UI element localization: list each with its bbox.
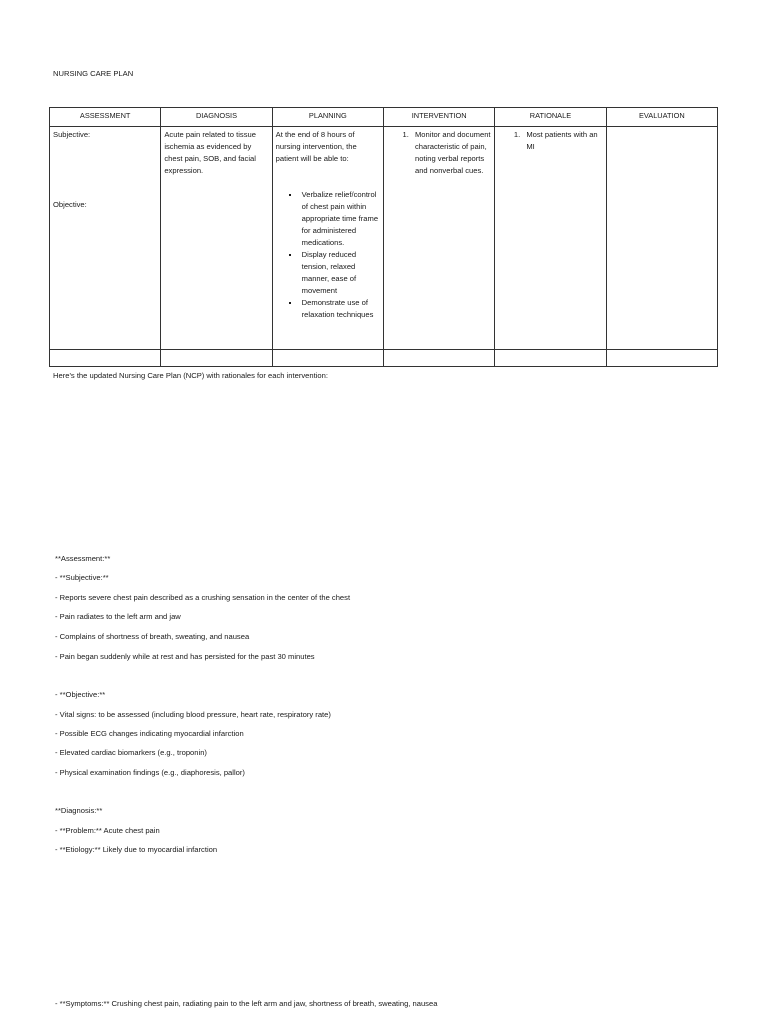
list-item: - Pain began suddenly while at rest and has persisted for the past 30 minutes — [55, 652, 315, 661]
table-header-row — [50, 108, 718, 127]
objective-label: Objective: — [53, 200, 87, 209]
list-item: - Complains of shortness of breath, sweating, and nausea — [55, 632, 250, 641]
list-item: - **Symptoms:** Crushing chest pain, radiating pain to the left arm and jaw, shortness of breath, sweating, nausea — [55, 999, 438, 1008]
header-rationale: RATIONALE — [495, 108, 606, 127]
subjective-heading: - **Subjective:** — [55, 573, 109, 582]
care-plan-table — [49, 107, 718, 367]
objective-heading: - **Objective:** — [55, 690, 106, 699]
list-item: ▪ Verbalize relief/control of chest pain within appropriate time frame for administered medications. — [300, 189, 380, 249]
list-item: - Elevated cardiac biomarkers (e.g., troponin) — [55, 748, 207, 757]
evaluation-cell — [606, 127, 717, 350]
planning-intro: At the end of 8 hours of nursing intervention, the patient will be able to: — [275, 130, 357, 163]
list-item: - **Etiology:** Likely due to myocardial infarction — [55, 845, 218, 854]
list-item: ▪ Display reduced tension, relaxed manner, ease of movement — [300, 249, 380, 297]
diagnosis-cell — [161, 127, 272, 350]
planning-cell — [272, 127, 383, 350]
list-item: - Pain radiates to the left arm and jaw — [55, 612, 181, 621]
header-intervention: INTERVENTION — [383, 108, 494, 127]
assessment-heading: **Assessment:** — [55, 554, 111, 563]
header-evaluation: EVALUATION — [606, 108, 717, 127]
intro-text: Here's the updated Nursing Care Plan (NCP) with rationales for each intervention: — [53, 371, 328, 380]
list-item: 1. Most patients with an MI — [522, 129, 602, 153]
list-item: 1. Monitor and document characteristic of pain, noting verbal reports and nonverbal cues. — [411, 129, 491, 177]
document-title: NURSING CARE PLAN — [53, 69, 134, 78]
header-planning: PLANNING — [272, 108, 383, 127]
diagnosis-heading: **Diagnosis:** — [55, 806, 103, 815]
rationale-cell — [495, 127, 606, 350]
subjective-label: Subjective: — [53, 130, 91, 139]
rationale-list — [498, 129, 602, 153]
table-row — [50, 127, 718, 350]
diagnosis-text: Acute pain related to tissue ischemia as evidenced by chest pain, SOB, and facial expression. — [164, 130, 256, 175]
header-assessment: ASSESSMENT — [50, 108, 161, 127]
table-row-empty — [50, 350, 718, 367]
list-item: - Reports severe chest pain described as a crushing sensation in the center of the chest — [55, 593, 351, 602]
list-item: - Possible ECG changes indicating myocardial infarction — [55, 729, 244, 738]
list-item: ▪ Demonstrate use of relaxation techniques — [300, 297, 380, 321]
list-item: - **Problem:** Acute chest pain — [55, 826, 160, 835]
intervention-list — [387, 129, 491, 177]
header-diagnosis: DIAGNOSIS — [161, 108, 272, 127]
planning-goals-list — [276, 189, 380, 321]
assessment-cell — [50, 127, 161, 350]
intervention-cell — [383, 127, 494, 350]
list-item: - Physical examination findings (e.g., diaphoresis, pallor) — [55, 768, 245, 777]
list-item: - Vital signs: to be assessed (including blood pressure, heart rate, respiratory rate) — [55, 710, 331, 719]
